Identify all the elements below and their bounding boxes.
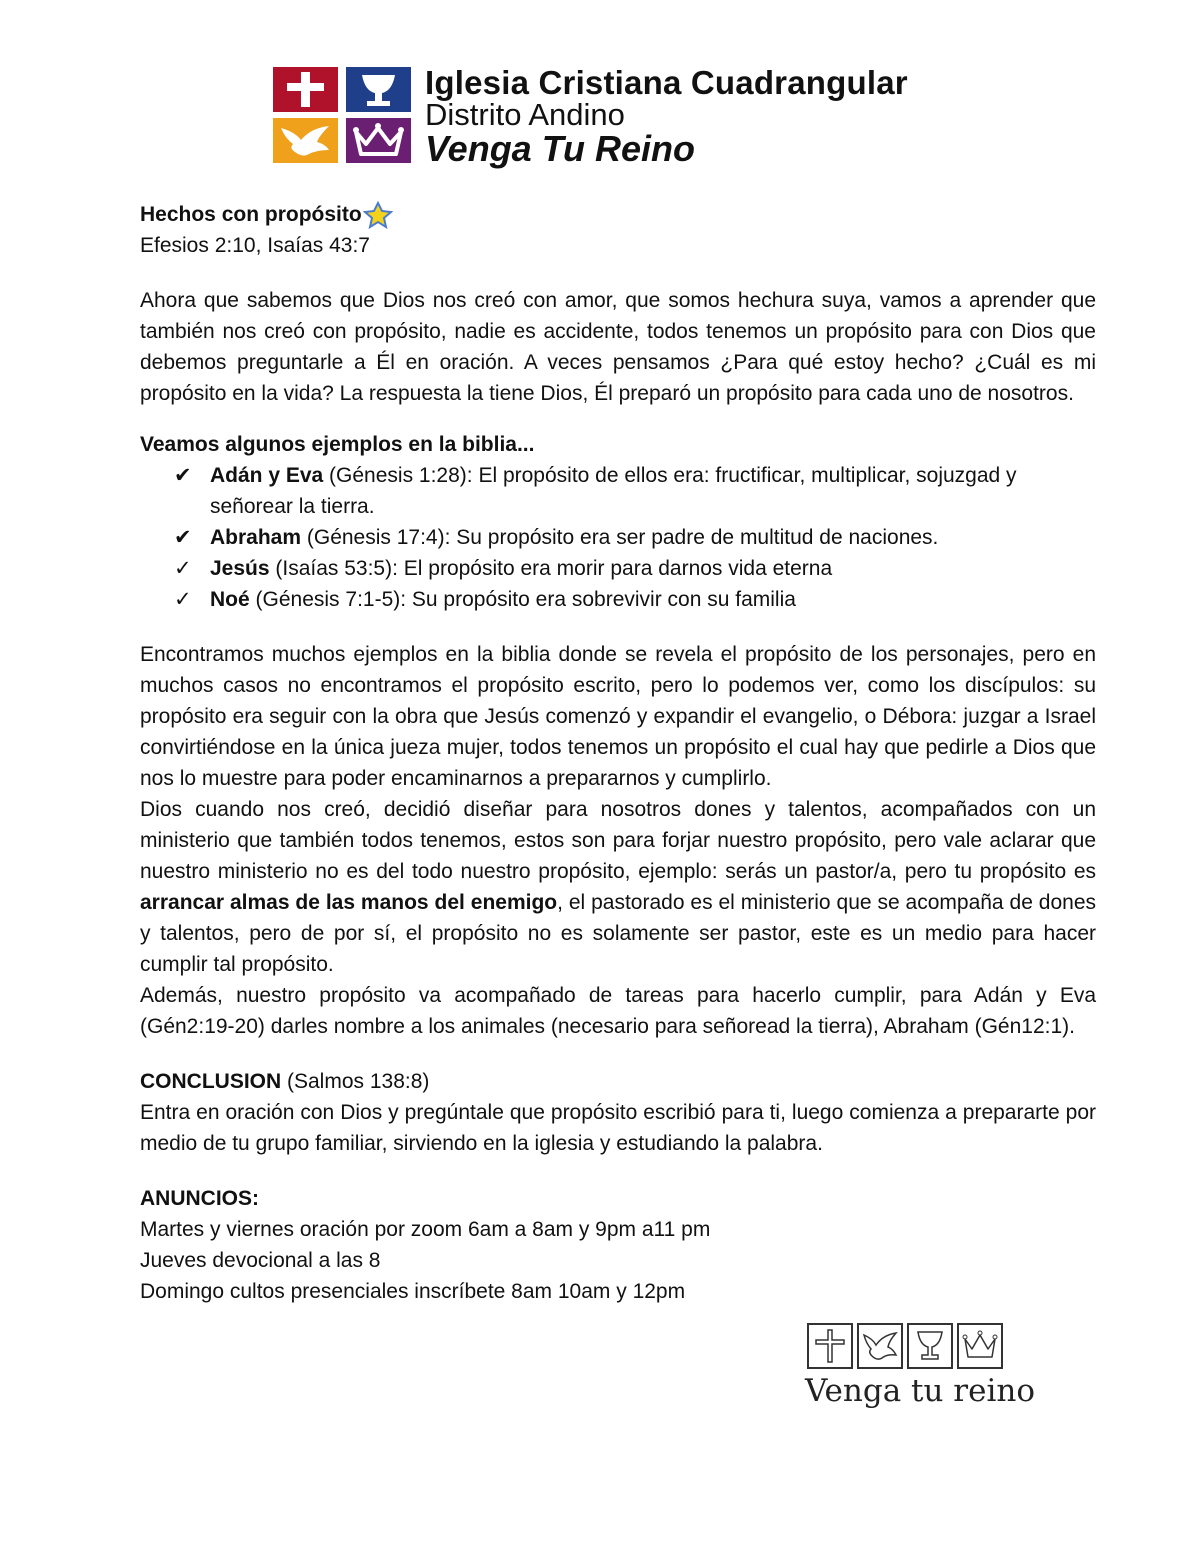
footer-logo-text: Venga tu reino (805, 1373, 1036, 1409)
bible-references: Efesios 2:10, Isaías 43:7 (140, 234, 370, 257)
example-name: Jesús (210, 557, 270, 580)
announcement-line: Domingo cultos presenciales inscríbete 8am 10am y 12pm (140, 1280, 686, 1303)
list-item (140, 584, 1096, 615)
slogan: Venga Tu Reino (425, 128, 696, 169)
crown-icon (957, 1323, 1003, 1369)
title-text: Hechos con propósito (140, 203, 362, 226)
cross-icon (273, 67, 338, 112)
district-name: Distrito Andino (425, 97, 625, 132)
conclusion-heading (140, 1066, 1096, 1097)
emphasis-text: arrancar almas de las manos del enemigo (140, 891, 558, 914)
logo-emblem (273, 67, 413, 163)
list-item (140, 553, 1096, 584)
check-icon: ✔ (174, 526, 192, 549)
list-item (140, 522, 1096, 553)
example-text: (Isaías 53:5): El propósito era morir para darnos vida eterna (269, 557, 833, 580)
example-name: Abraham (210, 526, 302, 549)
chalice-icon (346, 67, 411, 112)
example-text: (Génesis 7:1-5): Su propósito era sobrevivir con su familia (249, 588, 796, 611)
list-item (140, 460, 1096, 522)
chalice-icon (907, 1323, 953, 1369)
announcements-heading: ANUNCIOS: (140, 1187, 259, 1210)
check-icon: ✓ (174, 588, 192, 611)
paragraph-gifts-text: Dios cuando nos creó, decidió diseñar para nosotros dones y talentos, acompañados con un ministerio que también todos tenemos, estos son para forjar nuestro propósito, pero vale aclarar que nuestro ministerio no es del todo nuestro propósito, ejemplo: serás un pastor/a, pero tu propósito es (140, 798, 1096, 883)
paragraph-gifts-text-end: , el pastorado es el ministerio que se acompaña de dones y talentos, pero de por sí, el propósito no es solamente ser pastor, este es un medio para hacer cumplir tal propósito. (140, 891, 1096, 976)
document-body (140, 199, 1096, 1307)
example-text: (Génesis 17:4): Su propósito era ser padre de multitud de naciones. (301, 526, 939, 549)
check-icon: ✔ (174, 464, 192, 487)
footer-logo (805, 1323, 1036, 1413)
announcement-line: Martes y viernes oración por zoom 6am a 8am y 9pm a11 pm (140, 1218, 711, 1241)
church-logo (273, 64, 973, 169)
example-name: Adán y Eva (210, 464, 324, 487)
example-name: Noé (210, 588, 250, 611)
intro-paragraph: Ahora que sabemos que Dios nos creó con amor, que somos hechura suya, vamos a aprender que también nos creó con propósito, nadie es accidente, todos tenemos un propósito para con Dios que debemos preguntarle a Él en oración. A veces pensamos ¿Para qué estoy hecho? ¿Cuál es mi propósito en la vida? La respuesta la tiene Dios, Él preparó un propósito para cada uno de nosotros. (140, 289, 1096, 405)
paragraph-gifts (140, 794, 1096, 980)
conclusion-ref: (Salmos 138:8) (281, 1070, 430, 1093)
cross-icon (807, 1323, 853, 1369)
announcement-line: Jueves devocional a las 8 (140, 1249, 381, 1272)
dove-icon (857, 1323, 903, 1369)
paragraph-tasks: Además, nuestro propósito va acompañado de tareas para hacerlo cumplir, para Adán y Eva (Gén2:19-20) darles nombre a los animales (necesario para señoread la tierra), Abraham (Gén12:1). (140, 984, 1096, 1038)
org-name: Iglesia Cristiana Cuadrangular (425, 64, 908, 101)
star-icon (363, 201, 393, 229)
conclusion-title: CONCLUSION (140, 1070, 282, 1093)
footer-logo-emblem (807, 1323, 1003, 1369)
document-title (140, 199, 1096, 230)
examples-heading: Veamos algunos ejemplos en la biblia... (140, 433, 535, 456)
examples-list (140, 460, 1096, 615)
example-text: (Génesis 1:28): El propósito de ellos era: fructificar, multiplicar, sojuzgad y señorear la tierra. (210, 464, 1017, 518)
conclusion-text: Entra en oración con Dios y pregúntale que propósito escribió para ti, luego comienza a prepararte por medio de tu grupo familiar, sirviendo en la iglesia y estudiando la palabra. (140, 1101, 1096, 1155)
paragraph-examples: Encontramos muchos ejemplos en la biblia donde se revela el propósito de los personajes, pero en muchos casos no encontramos el propósito escrito, pero lo podemos ver, como los discípulos: su propósito era seguir con la obra que Jesús comenzó y expandir el evangelio, o Débora: juzgar a Israel convirtiéndose en la única jueza mujer, todos tenemos un propósito el cual hay que pedirle a Dios que nos lo muestre para poder encaminarnos a prepararnos y cumplirlo. (140, 643, 1096, 790)
logo-text (425, 64, 908, 169)
check-icon: ✓ (174, 557, 192, 580)
dove-icon (273, 118, 338, 163)
crown-icon (346, 118, 411, 163)
